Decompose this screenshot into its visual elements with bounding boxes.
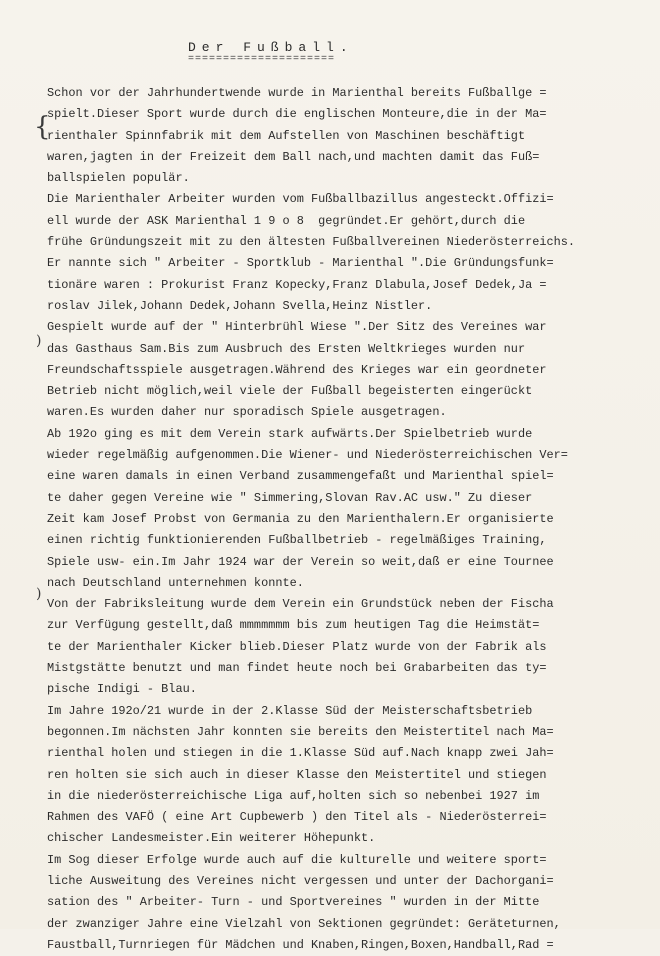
text-line: rienthaler Spinnfabrik mit dem Aufstellen von Maschinen beschäftigt xyxy=(47,128,526,143)
text-line: Im Jahre 192o/21 wurde in der 2.Klasse Süd der Meisterschaftsbetrieb xyxy=(47,703,533,718)
text-line: Zeit kam Josef Probst von Germania zu den Marienthalern.Er organisierte xyxy=(47,511,554,526)
text-line: begonnen.Im nächsten Jahr konnten sie bereits den Meistertitel nach Ma= xyxy=(47,724,554,739)
text-line: ballspielen populär. xyxy=(47,171,190,186)
text-line: das Gasthaus Sam.Bis zum Ausbruch des Ersten Weltkrieges wurden nur xyxy=(47,341,526,356)
text-line: zur Verfügung gestellt,daß mmmmmmm bis zum heutigen Tag die Heimstät= xyxy=(47,618,540,633)
title-underline: ===================== xyxy=(188,54,336,65)
text-line: Mistgstätte benutzt und man findet heute noch bei Grabarbeiten das ty= xyxy=(47,661,547,676)
text-line: chischer Landesmeister.Ein weiterer Höhepunkt. xyxy=(47,831,376,846)
text-line: nach Deutschland unternehmen konnte. xyxy=(47,575,304,590)
text-line: liche Ausweitung des Vereines nicht vergessen und unter der Dachorgani= xyxy=(47,873,554,888)
text-line: Gespielt wurde auf der " Hinterbrühl Wiese ".Der Sitz des Vereines war xyxy=(47,320,547,335)
text-line: wieder regelmäßig aufgenommen.Die Wiener- und Niederösterreichischen Ver= xyxy=(47,448,568,463)
margin-paren-mark-2: ) xyxy=(36,586,42,602)
text-line: waren,jagten in der Freizeit dem Ball nach,und machten damit das Fuß= xyxy=(47,149,540,164)
margin-paren-mark: ) xyxy=(36,333,42,349)
text-line: in die niederösterreichische Liga auf,holten sich so nebenbei 1927 im xyxy=(47,788,540,803)
text-line: sation des " Arbeiter- Turn - und Sportvereines " wurden in der Mitte xyxy=(47,895,540,910)
text-line: rienthal holen und stiegen in die 1.Klasse Süd auf.Nach knapp zwei Jah= xyxy=(47,746,554,761)
text-line: pische Indigi - Blau. xyxy=(47,682,197,697)
text-line: Freundschaftsspiele ausgetragen.Während des Krieges war ein geordneter xyxy=(47,362,547,377)
document-body xyxy=(47,83,647,956)
margin-bracket-mark: { xyxy=(34,112,51,142)
text-line: Er nannte sich " Arbeiter - Sportklub - Marienthal ".Die Gründungsfunk= xyxy=(47,256,554,271)
text-line: Spiele usw- ein.Im Jahr 1924 war der Verein so weit,daß er eine Tournee xyxy=(47,554,554,569)
text-line: Ab 192o ging es mit dem Verein stark aufwärts.Der Spielbetrieb wurde xyxy=(47,426,533,441)
text-line: Im Sog dieser Erfolge wurde auch auf die kulturelle und weitere sport= xyxy=(47,852,547,867)
text-line: spielt.Dieser Sport wurde durch die englischen Monteure,die in der Ma= xyxy=(47,107,547,122)
text-line: roslav Jilek,Johann Dedek,Johann Svella,Heinz Nistler. xyxy=(47,298,433,313)
text-line: ren holten sie sich auch in dieser Klasse den Meistertitel und stiegen xyxy=(47,767,547,782)
text-line: Betrieb nicht möglich,weil viele der Fußball begeisterten eingerückt xyxy=(47,384,533,399)
text-line: frühe Gründungszeit mit zu den ältesten Fußballvereinen Niederösterreichs. xyxy=(47,235,576,250)
text-line: einen richtig funktionierenden Fußballbetrieb - regelmäßiges Training, xyxy=(47,533,547,548)
text-line: ell wurde der ASK Marienthal 1 9 o 8 gegründet.Er gehört,durch die xyxy=(47,213,526,228)
text-line: Schon vor der Jahrhundertwende wurde in Marienthal bereits Fußballge = xyxy=(47,86,547,100)
page-title: Der Fußball. xyxy=(188,40,354,55)
text-line: te der Marienthaler Kicker blieb.Dieser Platz wurde von der Fabrik als xyxy=(47,639,547,654)
text-line: te daher gegen Vereine wie " Simmering,Slovan Rav.AC usw." Zu dieser xyxy=(47,490,533,505)
text-line: Von der Fabriksleitung wurde dem Verein ein Grundstück neben der Fischa xyxy=(47,597,554,612)
text-line: Die Marienthaler Arbeiter wurden vom Fußballbazillus angesteckt.Offizi= xyxy=(47,192,554,207)
text-line: eine waren damals in einen Verband zusammengefaßt und Marienthal spiel= xyxy=(47,469,554,484)
text-line: tionäre waren : Prokurist Franz Kopecky,Franz Dlabula,Josef Dedek,Ja = xyxy=(47,277,547,292)
text-line: Rahmen des VAFÖ ( eine Art Cupbewerb ) den Titel als - Niederösterrei= xyxy=(47,810,547,825)
text-line: waren.Es wurden daher nur sporadisch Spiele ausgetragen. xyxy=(47,405,447,420)
text-line: der zwanziger Jahre eine Vielzahl von Sektionen gegründet: Geräteturnen, xyxy=(47,916,561,931)
text-line: Faustball,Turnriegen für Mädchen und Knaben,Ringen,Boxen,Handball,Rad = xyxy=(47,937,554,952)
